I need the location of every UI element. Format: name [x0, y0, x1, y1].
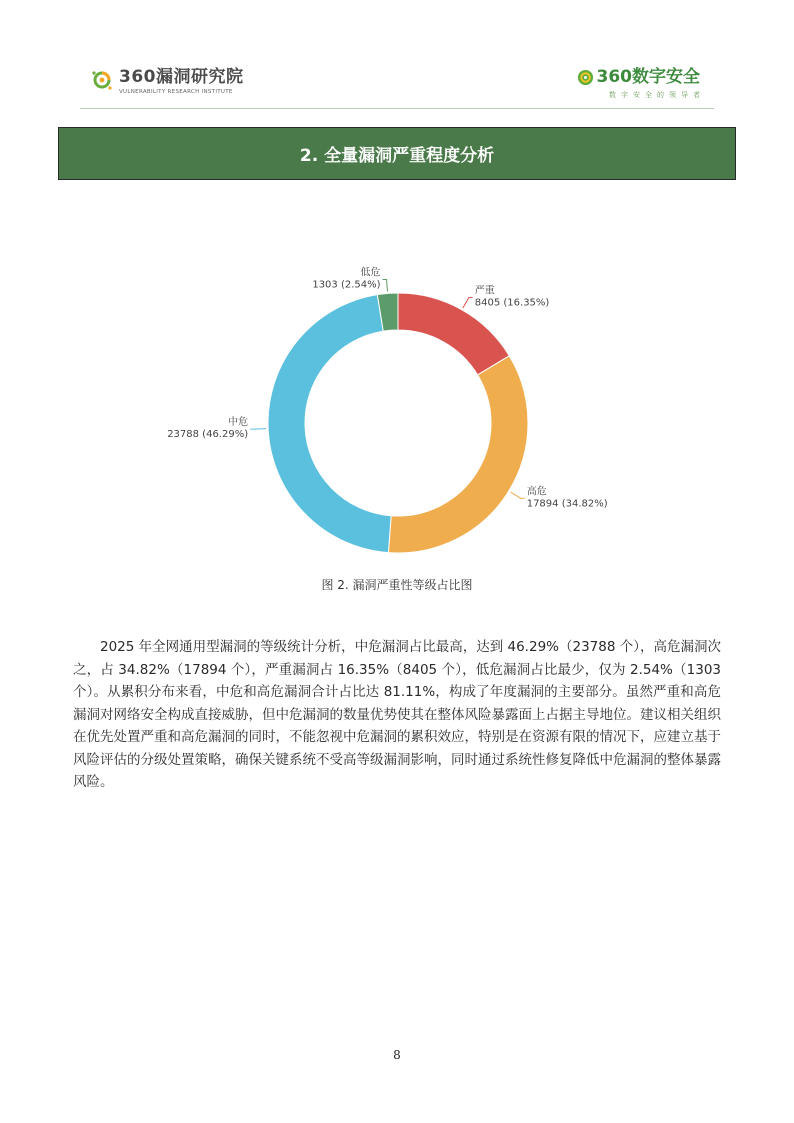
severity-donut-chart	[130, 255, 664, 565]
donut-slice-high	[388, 356, 528, 553]
logo-360-vulnerability-institute	[90, 68, 244, 95]
leader-line-high	[510, 492, 524, 498]
data-label-high: 17894 (34.82%)	[526, 498, 608, 510]
section-title: 2. 全量漏洞严重程度分析	[299, 146, 495, 166]
category-label-medium: 中危	[228, 417, 249, 429]
leader-line-low	[383, 279, 388, 291]
digital-security-slogan: 数字安全的领导者	[609, 91, 705, 99]
category-label-high: 高危	[526, 486, 547, 498]
logo-360-digital-security	[577, 67, 705, 100]
data-label-low: 1303 (2.54%)	[312, 279, 381, 291]
category-label-low: 低危	[360, 267, 381, 279]
donut-chart-svg	[130, 255, 664, 565]
analysis-paragraph: 2025 年全网通用型漏洞的等级统计分析，中危漏洞占比最高，达到 46.29%（23788 个），高危漏洞次之，占 34.82%（17894 个），严重漏洞占 16.35%（8405 个），低危漏洞占比最少，仅为 2.54%（1303 个）。从累积分布来看，中危和高危漏洞合计占比达 81.11%，构成了年度漏洞的主要部分。虽然严重和高危漏洞对网络安全构成直接威胁，但中危漏洞的数量优势使其在整体风险暴露面上占据主导地位。建议相关组织在优先处置严重和高危漏洞的同时，不能忽视中危漏洞的累积效应，特别是在资源有限的情况下，应建立基于风险评估的分级处置策略，确保关键系统不受高等级漏洞影响，同时通过系统性修复降低中危漏洞的整体暴露风险。	[73, 639, 721, 790]
section-title-bar	[58, 127, 736, 180]
page-header	[80, 64, 714, 109]
leader-line-medium	[250, 429, 266, 430]
digital-security-logo-icon	[577, 69, 594, 86]
institute-logo-icon	[90, 68, 114, 92]
leader-line-severe	[463, 298, 473, 308]
institute-logo-name: 360漏洞研究院	[119, 67, 244, 87]
data-label-medium: 23788 (46.29%)	[167, 429, 249, 441]
page-number: 8	[393, 1048, 401, 1062]
digital-security-logo-name: 360数字安全	[596, 67, 700, 87]
figure-caption: 图 2. 漏洞严重性等级占比图	[321, 578, 473, 592]
data-label-severe: 8405 (16.35%)	[474, 297, 550, 309]
institute-logo-subtitle: VULNERABILITY RESEARCH INSTITUTE	[119, 89, 233, 95]
donut-slice-medium	[268, 295, 391, 553]
category-label-severe: 严重	[474, 285, 495, 297]
